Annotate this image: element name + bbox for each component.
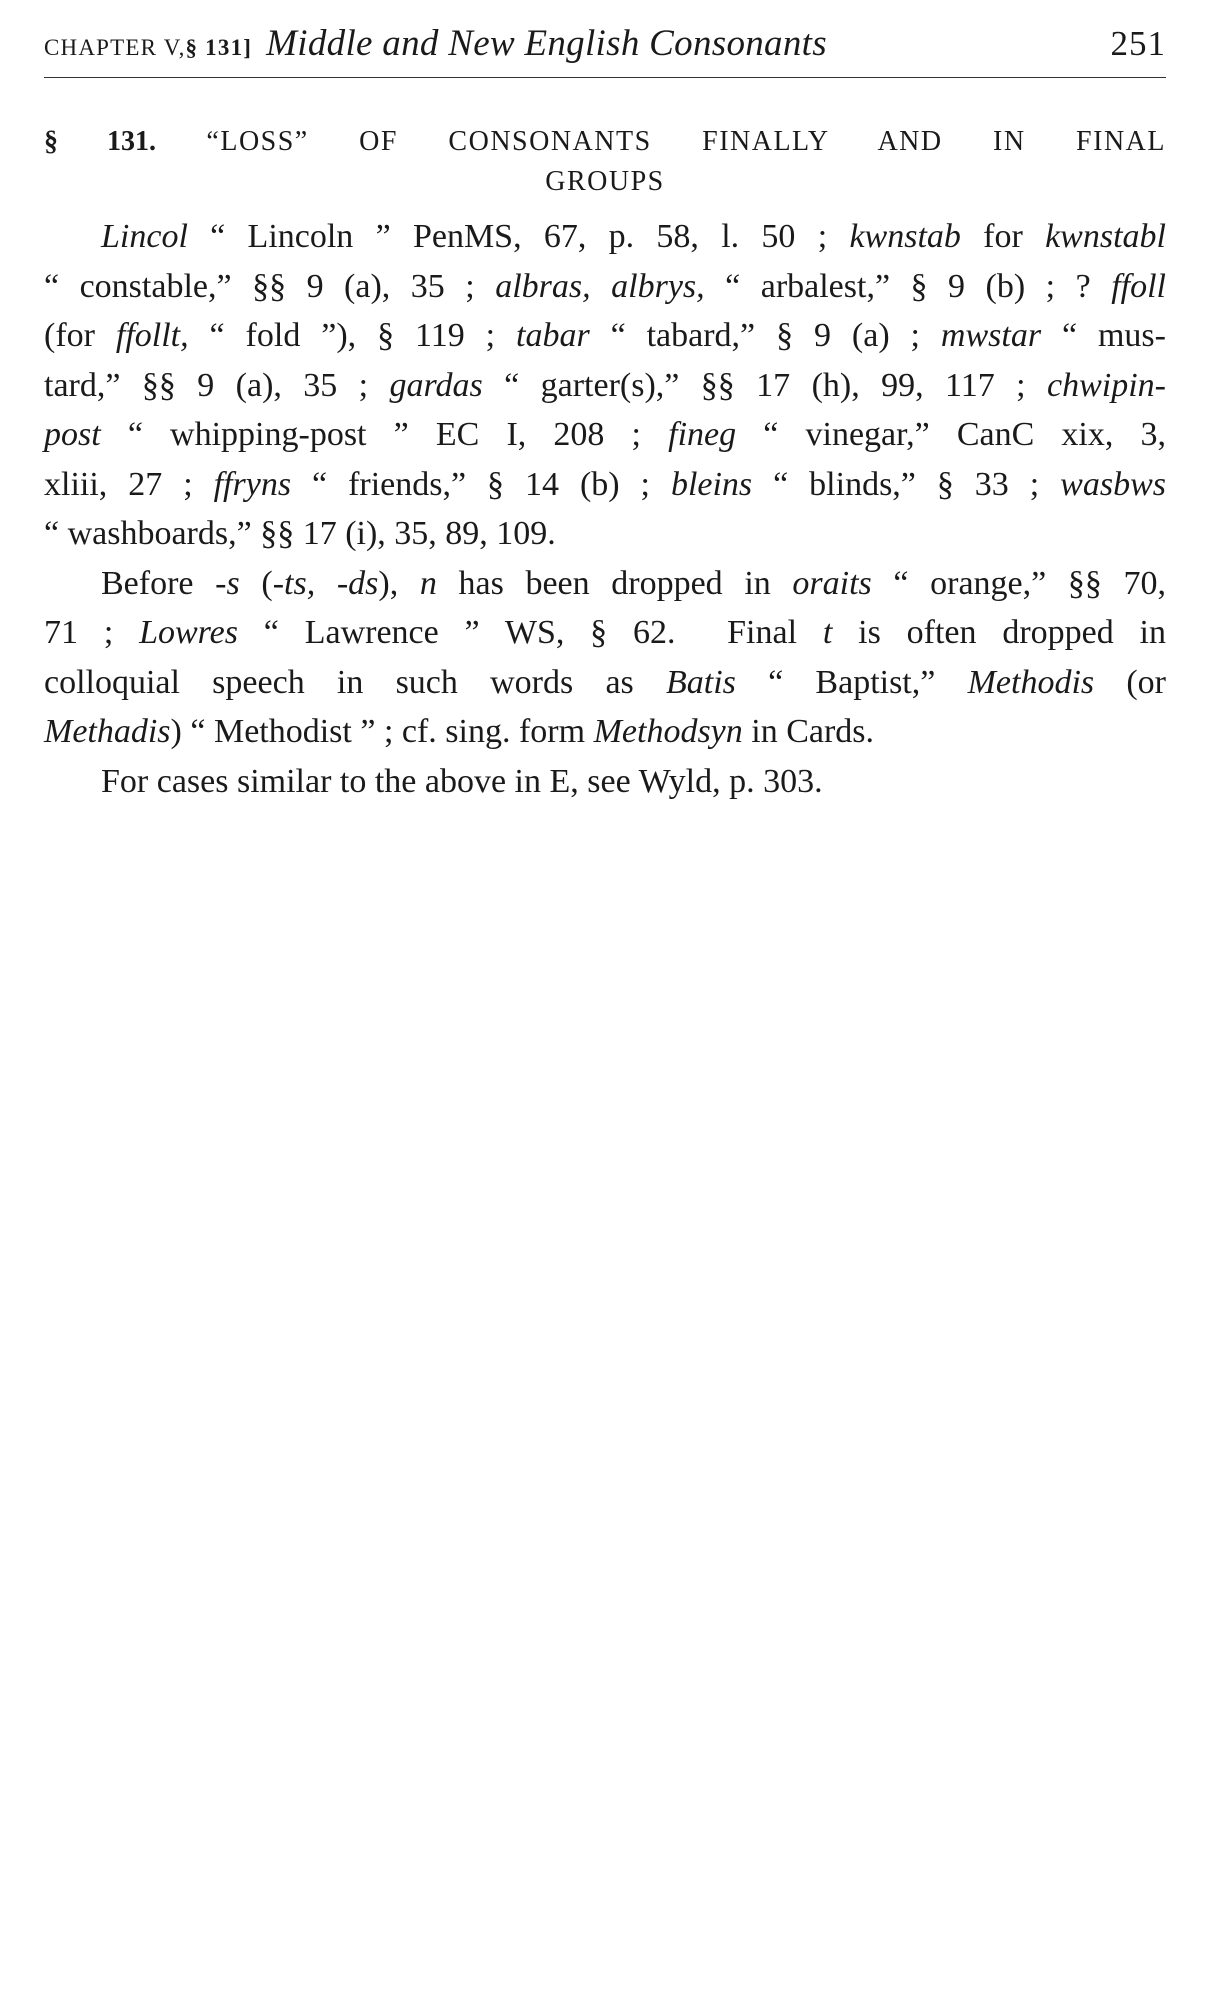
text-line: Lincol “ Lincoln ” PenMS, 67, p. 58, l. 50 ; kwnstab for kwnstabl — [101, 218, 1166, 255]
text-line: “ washboards,” §§ 17 (i), 35, 89, 109. — [44, 515, 556, 552]
running-head-left — [44, 22, 827, 65]
text-line: Methadis) “ Methodist ” ; cf. sing. form Methodsyn in Cards. — [44, 713, 875, 750]
book-page — [44, 22, 1166, 806]
text-line: xliii, 27 ; ffryns “ friends,” § 14 (b) ; bleins “ blinds,” § 33 ; wasbws — [44, 465, 1166, 503]
section-heading-text: “LOSS” OF CONSONANTS FINALLY AND IN FINAL — [206, 126, 1166, 157]
paragraph-reference — [44, 757, 1166, 807]
section-number: § 131. — [44, 126, 156, 157]
running-title: Middle and New English Consonants — [266, 23, 827, 64]
text-line: (for ffollt, “ fold ”), § 119 ; tabar “ tabard,” § 9 (a) ; mwstar “ mus- — [44, 317, 1166, 354]
chapter-reference — [44, 35, 252, 61]
text-line: colloquial speech in such words as Batis “ Baptist,” Methodis (or — [44, 663, 1166, 701]
text-line: “ constable,” §§ 9 (a), 35 ; albras, albrys, “ arbalest,” § 9 (b) ; ? ffoll — [44, 267, 1166, 305]
text-line: Before -s (-ts, -ds), n has been dropped in oraits “ orange,” §§ 70, — [101, 564, 1167, 602]
chapter-label: CHAPTER V, — [44, 35, 186, 60]
page-number: 251 — [1110, 24, 1166, 63]
paragraph-examples — [44, 212, 1166, 559]
text-line: 71 ; Lowres “ Lawrence ” WS, § 62. Final t is often dropped in — [44, 614, 1166, 651]
text-line: post “ whipping-post ” EC I, 208 ; fineg “ vinegar,” CanC xix, 3, — [44, 416, 1167, 453]
paragraph-dropped-consonants — [44, 559, 1166, 757]
section-reference: § 131] — [185, 35, 253, 60]
text-line: For cases similar to the above in E, see Wyld, p. 303. — [101, 762, 823, 800]
running-head — [44, 22, 1166, 78]
section-heading — [44, 122, 1166, 162]
section-heading-continuation: GROUPS — [545, 166, 665, 197]
text-line: tard,” §§ 9 (a), 35 ; gardas “ garter(s),” §§ 17 (h), 99, 117 ; chwipin- — [44, 366, 1166, 404]
